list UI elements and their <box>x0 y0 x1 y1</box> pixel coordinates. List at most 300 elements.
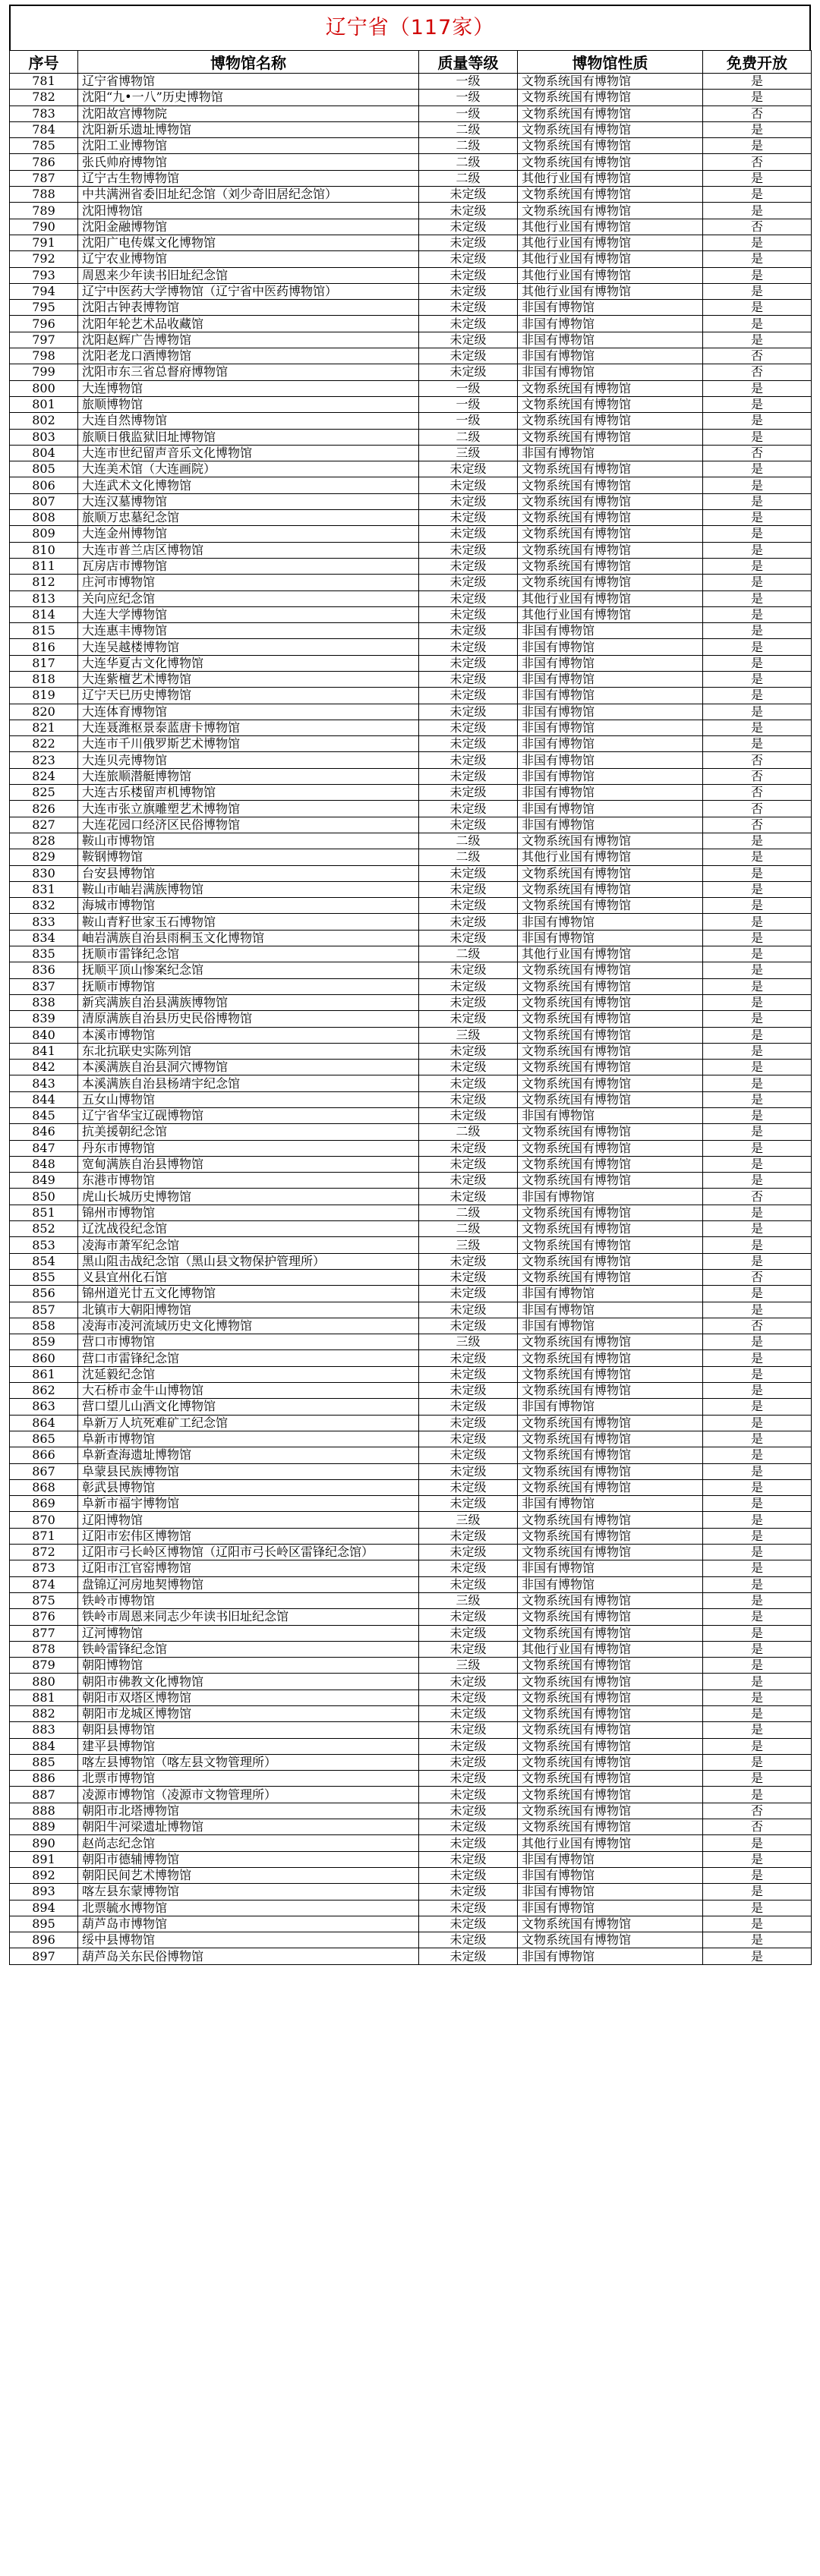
free-cell: 是 <box>703 1690 812 1705</box>
nature-cell: 文物系统国有博物馆 <box>518 1173 703 1189</box>
name-cell: 鞍山市博物馆 <box>78 833 419 849</box>
nature-cell: 非国有博物馆 <box>518 1302 703 1318</box>
seq-cell: 846 <box>10 1124 78 1140</box>
seq-cell: 806 <box>10 477 78 493</box>
grade-cell: 未定级 <box>419 898 518 914</box>
seq-cell: 879 <box>10 1658 78 1674</box>
free-cell: 是 <box>703 1916 812 1932</box>
seq-cell: 823 <box>10 752 78 768</box>
nature-cell: 其他行业国有博物馆 <box>518 606 703 622</box>
grade-cell: 未定级 <box>419 1576 518 1592</box>
seq-cell: 865 <box>10 1431 78 1447</box>
name-cell: 沈阳老龙口酒博物馆 <box>78 348 419 364</box>
seq-cell: 853 <box>10 1237 78 1253</box>
grade-cell: 未定级 <box>419 1350 518 1366</box>
nature-cell: 非国有博物馆 <box>518 817 703 833</box>
nature-cell: 文物系统国有博物馆 <box>518 1350 703 1366</box>
seq-cell: 845 <box>10 1108 78 1124</box>
seq-cell: 864 <box>10 1415 78 1431</box>
nature-cell: 文物系统国有博物馆 <box>518 1528 703 1544</box>
seq-cell: 848 <box>10 1156 78 1172</box>
nature-cell: 文物系统国有博物馆 <box>518 1221 703 1237</box>
grade-cell: 未定级 <box>419 623 518 639</box>
table-row <box>10 1091 812 1107</box>
free-cell: 是 <box>703 1609 812 1625</box>
grade-cell: 一级 <box>419 105 518 121</box>
grade-cell: 未定级 <box>419 1383 518 1399</box>
nature-cell: 文物系统国有博物馆 <box>518 380 703 396</box>
grade-cell: 未定级 <box>419 1431 518 1447</box>
grade-cell: 未定级 <box>419 768 518 784</box>
name-cell: 张氏帅府博物馆 <box>78 154 419 170</box>
grade-cell: 未定级 <box>419 720 518 735</box>
free-cell: 是 <box>703 1173 812 1189</box>
table-header-row <box>10 51 812 74</box>
grade-cell: 二级 <box>419 154 518 170</box>
table-row <box>10 348 812 364</box>
name-cell: 抗美援朝纪念馆 <box>78 1124 419 1140</box>
table-row <box>10 1334 812 1350</box>
seq-cell: 891 <box>10 1851 78 1867</box>
free-cell: 是 <box>703 1835 812 1851</box>
nature-cell: 文物系统国有博物馆 <box>518 493 703 509</box>
grade-cell: 三级 <box>419 445 518 461</box>
nature-cell: 文物系统国有博物馆 <box>518 1479 703 1495</box>
header-nature: 博物馆性质 <box>518 51 703 74</box>
seq-cell: 851 <box>10 1205 78 1220</box>
free-cell: 是 <box>703 1237 812 1253</box>
name-cell: 周恩来少年读书旧址纪念馆 <box>78 267 419 283</box>
table-row <box>10 74 812 90</box>
grade-cell: 未定级 <box>419 1867 518 1883</box>
grade-cell: 未定级 <box>419 1043 518 1059</box>
nature-cell: 文物系统国有博物馆 <box>518 1738 703 1754</box>
table-row <box>10 1399 812 1415</box>
grade-cell: 未定级 <box>419 752 518 768</box>
table-row <box>10 1302 812 1318</box>
table-row <box>10 1835 812 1851</box>
seq-cell: 844 <box>10 1091 78 1107</box>
free-cell: 是 <box>703 316 812 332</box>
nature-cell: 文物系统国有博物馆 <box>518 1415 703 1431</box>
grade-cell: 未定级 <box>419 1091 518 1107</box>
table-row <box>10 1690 812 1705</box>
grade-cell: 二级 <box>419 849 518 865</box>
grade-cell: 未定级 <box>419 1399 518 1415</box>
grade-cell: 未定级 <box>419 575 518 590</box>
table-row <box>10 849 812 865</box>
free-cell: 是 <box>703 1447 812 1463</box>
seq-cell: 784 <box>10 121 78 137</box>
seq-cell: 813 <box>10 590 78 606</box>
grade-cell: 三级 <box>419 1237 518 1253</box>
table-row <box>10 1205 812 1220</box>
name-cell: 丹东市博物馆 <box>78 1140 419 1156</box>
table-row <box>10 575 812 590</box>
nature-cell: 非国有博物馆 <box>518 1496 703 1512</box>
grade-cell: 未定级 <box>419 493 518 509</box>
free-cell: 是 <box>703 1625 812 1641</box>
name-cell: 大连华夏古文化博物馆 <box>78 655 419 671</box>
seq-cell: 892 <box>10 1867 78 1883</box>
grade-cell: 未定级 <box>419 1528 518 1544</box>
name-cell: 海城市博物馆 <box>78 898 419 914</box>
free-cell: 是 <box>703 429 812 445</box>
seq-cell: 835 <box>10 946 78 962</box>
nature-cell: 非国有博物馆 <box>518 445 703 461</box>
name-cell: 沈阳金融博物馆 <box>78 219 419 235</box>
name-cell: 台安县博物馆 <box>78 865 419 881</box>
free-cell: 是 <box>703 590 812 606</box>
name-cell: 庄河市博物馆 <box>78 575 419 590</box>
free-cell: 是 <box>703 1286 812 1302</box>
grade-cell: 未定级 <box>419 1851 518 1867</box>
grade-cell: 未定级 <box>419 1609 518 1625</box>
seq-cell: 867 <box>10 1463 78 1479</box>
free-cell: 是 <box>703 623 812 639</box>
grade-cell: 未定级 <box>419 1545 518 1560</box>
nature-cell: 文物系统国有博物馆 <box>518 429 703 445</box>
free-cell: 是 <box>703 1479 812 1495</box>
table-row <box>10 332 812 348</box>
table-row <box>10 267 812 283</box>
table-row <box>10 801 812 817</box>
seq-cell: 825 <box>10 785 78 801</box>
name-cell: 建平县博物馆 <box>78 1738 419 1754</box>
grade-cell: 未定级 <box>419 865 518 881</box>
free-cell: 是 <box>703 833 812 849</box>
grade-cell: 未定级 <box>419 994 518 1010</box>
free-cell: 是 <box>703 881 812 897</box>
grade-cell: 未定级 <box>419 461 518 477</box>
free-cell: 是 <box>703 1545 812 1560</box>
seq-cell: 893 <box>10 1884 78 1900</box>
name-cell: 大连金州博物馆 <box>78 526 419 542</box>
table-row <box>10 898 812 914</box>
grade-cell: 未定级 <box>419 785 518 801</box>
seq-cell: 876 <box>10 1609 78 1625</box>
seq-cell: 814 <box>10 606 78 622</box>
name-cell: 大连市普兰店区博物馆 <box>78 542 419 558</box>
name-cell: 新宾满族自治县满族博物馆 <box>78 994 419 1010</box>
free-cell: 是 <box>703 898 812 914</box>
free-cell: 是 <box>703 1221 812 1237</box>
grade-cell: 未定级 <box>419 1140 518 1156</box>
seq-cell: 824 <box>10 768 78 784</box>
name-cell: 辽宁天巳历史博物馆 <box>78 688 419 704</box>
name-cell: 大连市张立旗雕塑艺术博物馆 <box>78 801 419 817</box>
grade-cell: 未定级 <box>419 1060 518 1075</box>
grade-cell: 未定级 <box>419 1463 518 1479</box>
seq-cell: 838 <box>10 994 78 1010</box>
seq-cell: 790 <box>10 219 78 235</box>
name-cell: 大连聂潍枢景泰蓝唐卡博物馆 <box>78 720 419 735</box>
free-cell: 是 <box>703 930 812 946</box>
name-cell: 大连市千川俄罗斯艺术博物馆 <box>78 736 419 752</box>
name-cell: 朝阳牛河梁遗址博物馆 <box>78 1819 419 1835</box>
name-cell: 北镇市大朝阳博物馆 <box>78 1302 419 1318</box>
seq-cell: 839 <box>10 1011 78 1027</box>
name-cell: 铁岭市周恩来同志少年读书旧址纪念馆 <box>78 1609 419 1625</box>
grade-cell: 未定级 <box>419 1900 518 1916</box>
table-row <box>10 251 812 267</box>
name-cell: 沈阳市东三省总督府博物馆 <box>78 364 419 380</box>
grade-cell: 未定级 <box>419 1948 518 1964</box>
seq-cell: 883 <box>10 1722 78 1738</box>
nature-cell: 其他行业国有博物馆 <box>518 267 703 283</box>
table-body <box>10 74 812 1965</box>
grade-cell: 未定级 <box>419 1318 518 1334</box>
grade-cell: 二级 <box>419 170 518 186</box>
name-cell: 瓦房店市博物馆 <box>78 558 419 574</box>
table-row <box>10 526 812 542</box>
seq-cell: 880 <box>10 1674 78 1690</box>
table-row <box>10 1156 812 1172</box>
grade-cell: 未定级 <box>419 542 518 558</box>
grade-cell: 未定级 <box>419 1819 518 1835</box>
free-cell: 是 <box>703 1366 812 1382</box>
table-row <box>10 300 812 316</box>
name-cell: 朝阳市佛教文化博物馆 <box>78 1674 419 1690</box>
nature-cell: 文物系统国有博物馆 <box>518 1545 703 1560</box>
free-cell: 是 <box>703 688 812 704</box>
grade-cell: 未定级 <box>419 332 518 348</box>
grade-cell: 二级 <box>419 1124 518 1140</box>
name-cell: 大石桥市金牛山博物馆 <box>78 1383 419 1399</box>
nature-cell: 文物系统国有博物馆 <box>518 1140 703 1156</box>
seq-cell: 809 <box>10 526 78 542</box>
nature-cell: 文物系统国有博物馆 <box>518 1512 703 1528</box>
nature-cell: 非国有博物馆 <box>518 1189 703 1205</box>
seq-cell: 803 <box>10 429 78 445</box>
nature-cell: 文物系统国有博物馆 <box>518 575 703 590</box>
page-title: 辽宁省（117家） <box>9 5 811 50</box>
nature-cell: 非国有博物馆 <box>518 348 703 364</box>
seq-cell: 808 <box>10 510 78 526</box>
grade-cell: 未定级 <box>419 1415 518 1431</box>
seq-cell: 807 <box>10 493 78 509</box>
nature-cell: 非国有博物馆 <box>518 623 703 639</box>
name-cell: 葫芦岛市博物馆 <box>78 1916 419 1932</box>
table-row <box>10 1431 812 1447</box>
museum-table <box>9 50 812 1965</box>
nature-cell: 非国有博物馆 <box>518 1560 703 1576</box>
name-cell: 大连美术馆（大连画院） <box>78 461 419 477</box>
nature-cell: 文物系统国有博物馆 <box>518 962 703 978</box>
nature-cell: 非国有博物馆 <box>518 768 703 784</box>
seq-cell: 895 <box>10 1916 78 1932</box>
nature-cell: 文物系统国有博物馆 <box>518 1366 703 1382</box>
name-cell: 大连惠丰博物馆 <box>78 623 419 639</box>
free-cell: 否 <box>703 105 812 121</box>
grade-cell: 未定级 <box>419 1641 518 1657</box>
name-cell: 阜新查海遗址博物馆 <box>78 1447 419 1463</box>
free-cell: 否 <box>703 219 812 235</box>
free-cell: 是 <box>703 1884 812 1900</box>
free-cell: 是 <box>703 1140 812 1156</box>
grade-cell: 未定级 <box>419 817 518 833</box>
nature-cell: 非国有博物馆 <box>518 1851 703 1867</box>
name-cell: 鞍山青籽世家玉石博物馆 <box>78 914 419 930</box>
name-cell: 营口市雷锋纪念馆 <box>78 1350 419 1366</box>
name-cell: 沈阳工业博物馆 <box>78 138 419 154</box>
grade-cell: 未定级 <box>419 688 518 704</box>
free-cell: 是 <box>703 477 812 493</box>
nature-cell: 文物系统国有博物馆 <box>518 154 703 170</box>
seq-cell: 870 <box>10 1512 78 1528</box>
name-cell: 大连贝壳博物馆 <box>78 752 419 768</box>
nature-cell: 文物系统国有博物馆 <box>518 1060 703 1075</box>
table-row <box>10 1237 812 1253</box>
name-cell: 沈阳广电传媒文化博物馆 <box>78 235 419 250</box>
free-cell: 是 <box>703 994 812 1010</box>
name-cell: 大连体育博物馆 <box>78 704 419 720</box>
name-cell: 喀左县博物馆（喀左县文物管理所） <box>78 1754 419 1770</box>
name-cell: 朝阳市双塔区博物馆 <box>78 1690 419 1705</box>
nature-cell: 文物系统国有博物馆 <box>518 1124 703 1140</box>
free-cell: 是 <box>703 1722 812 1738</box>
table-row <box>10 187 812 203</box>
name-cell: 葫芦岛关东民俗博物馆 <box>78 1948 419 1964</box>
name-cell: 辽宁古生物博物馆 <box>78 170 419 186</box>
nature-cell: 其他行业国有博物馆 <box>518 590 703 606</box>
grade-cell: 未定级 <box>419 1189 518 1205</box>
seq-cell: 858 <box>10 1318 78 1334</box>
table-row <box>10 1383 812 1399</box>
grade-cell: 未定级 <box>419 267 518 283</box>
free-cell: 是 <box>703 704 812 720</box>
table-row <box>10 1851 812 1867</box>
name-cell: 东港市博物馆 <box>78 1173 419 1189</box>
free-cell: 是 <box>703 1075 812 1091</box>
table-row <box>10 1075 812 1091</box>
seq-cell: 875 <box>10 1592 78 1608</box>
table-row <box>10 493 812 509</box>
name-cell: 阜新万人坑死难矿工纪念馆 <box>78 1415 419 1431</box>
free-cell: 是 <box>703 1350 812 1366</box>
table-row <box>10 1545 812 1560</box>
table-row <box>10 121 812 137</box>
name-cell: 大连大学博物馆 <box>78 606 419 622</box>
grade-cell: 未定级 <box>419 978 518 994</box>
free-cell: 是 <box>703 720 812 735</box>
seq-cell: 801 <box>10 396 78 412</box>
table-row <box>10 1463 812 1479</box>
free-cell: 是 <box>703 1754 812 1770</box>
name-cell: 大连吴越楼博物馆 <box>78 639 419 655</box>
grade-cell: 未定级 <box>419 316 518 332</box>
nature-cell: 文物系统国有博物馆 <box>518 1916 703 1932</box>
name-cell: 辽阳博物馆 <box>78 1512 419 1528</box>
free-cell: 是 <box>703 1302 812 1318</box>
free-cell: 是 <box>703 1060 812 1075</box>
free-cell: 是 <box>703 1512 812 1528</box>
grade-cell: 未定级 <box>419 235 518 250</box>
grade-cell: 未定级 <box>419 219 518 235</box>
free-cell: 是 <box>703 396 812 412</box>
seq-cell: 869 <box>10 1496 78 1512</box>
seq-cell: 821 <box>10 720 78 735</box>
grade-cell: 二级 <box>419 1205 518 1220</box>
seq-cell: 874 <box>10 1576 78 1592</box>
nature-cell: 文物系统国有博物馆 <box>518 413 703 429</box>
name-cell: 锦州道光廿五文化博物馆 <box>78 1286 419 1302</box>
name-cell: 朝阳博物馆 <box>78 1658 419 1674</box>
grade-cell: 未定级 <box>419 930 518 946</box>
name-cell: 沈阳赵辉广告博物馆 <box>78 332 419 348</box>
nature-cell: 非国有博物馆 <box>518 704 703 720</box>
seq-cell: 827 <box>10 817 78 833</box>
table-row <box>10 1286 812 1302</box>
table-row <box>10 1738 812 1754</box>
name-cell: 绥中县博物馆 <box>78 1932 419 1948</box>
grade-cell: 未定级 <box>419 1286 518 1302</box>
table-row <box>10 1221 812 1237</box>
table-row <box>10 1674 812 1690</box>
nature-cell: 文物系统国有博物馆 <box>518 1253 703 1269</box>
grade-cell: 三级 <box>419 1658 518 1674</box>
seq-cell: 799 <box>10 364 78 380</box>
free-cell: 是 <box>703 1156 812 1172</box>
free-cell: 是 <box>703 946 812 962</box>
grade-cell: 未定级 <box>419 1884 518 1900</box>
grade-cell: 三级 <box>419 1027 518 1043</box>
table-row <box>10 1124 812 1140</box>
nature-cell: 其他行业国有博物馆 <box>518 849 703 865</box>
seq-cell: 856 <box>10 1286 78 1302</box>
free-cell: 是 <box>703 1399 812 1415</box>
name-cell: 本溪满族自治县洞穴博物馆 <box>78 1060 419 1075</box>
grade-cell: 未定级 <box>419 1011 518 1027</box>
seq-cell: 873 <box>10 1560 78 1576</box>
free-cell: 是 <box>703 575 812 590</box>
free-cell: 是 <box>703 526 812 542</box>
nature-cell: 文物系统国有博物馆 <box>518 898 703 914</box>
nature-cell: 非国有博物馆 <box>518 300 703 316</box>
seq-cell: 785 <box>10 138 78 154</box>
name-cell: 朝阳市龙城区博物馆 <box>78 1705 419 1721</box>
nature-cell: 文物系统国有博物馆 <box>518 542 703 558</box>
seq-cell: 878 <box>10 1641 78 1657</box>
grade-cell: 二级 <box>419 138 518 154</box>
seq-cell: 863 <box>10 1399 78 1415</box>
free-cell: 否 <box>703 768 812 784</box>
seq-cell: 802 <box>10 413 78 429</box>
nature-cell: 文物系统国有博物馆 <box>518 1269 703 1285</box>
grade-cell: 未定级 <box>419 590 518 606</box>
table-row <box>10 105 812 121</box>
name-cell: 东北抗联史实陈列馆 <box>78 1043 419 1059</box>
nature-cell: 文物系统国有博物馆 <box>518 1787 703 1803</box>
nature-cell: 文物系统国有博物馆 <box>518 1383 703 1399</box>
seq-cell: 894 <box>10 1900 78 1916</box>
name-cell: 喀左县东蒙博物馆 <box>78 1884 419 1900</box>
grade-cell: 未定级 <box>419 704 518 720</box>
grade-cell: 未定级 <box>419 1787 518 1803</box>
grade-cell: 未定级 <box>419 1269 518 1285</box>
nature-cell: 文物系统国有博物馆 <box>518 1625 703 1641</box>
seq-cell: 890 <box>10 1835 78 1851</box>
name-cell: 铁岭市博物馆 <box>78 1592 419 1608</box>
free-cell: 否 <box>703 1189 812 1205</box>
free-cell: 否 <box>703 1819 812 1835</box>
nature-cell: 文物系统国有博物馆 <box>518 1592 703 1608</box>
nature-cell: 非国有博物馆 <box>518 720 703 735</box>
seq-cell: 820 <box>10 704 78 720</box>
name-cell: 盘锦辽河房地契博物馆 <box>78 1576 419 1592</box>
seq-cell: 810 <box>10 542 78 558</box>
name-cell: 鞍钢博物馆 <box>78 849 419 865</box>
